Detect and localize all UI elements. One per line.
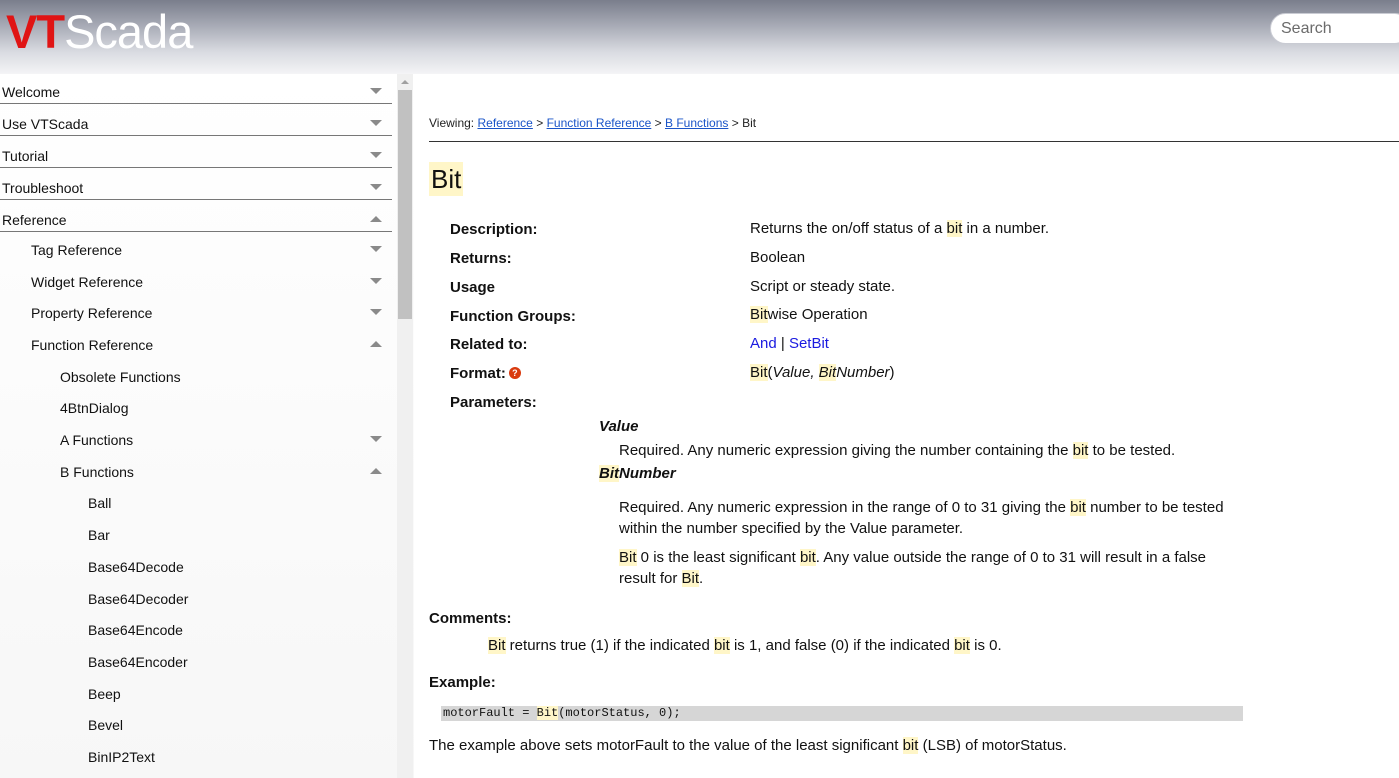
comments-heading: Comments: (429, 610, 512, 627)
comments-text: Bit returns true (1) if the indicated bit is 1, and false (0) if the indicated bit is 0. (488, 637, 1002, 654)
format-value: Bit(Value, BitNumber) (750, 364, 895, 381)
sidebar-item-label: Welcome (2, 84, 61, 100)
sidebar-item-use-vtscada[interactable] (0, 106, 392, 136)
expand-arrow-icon[interactable] (370, 308, 382, 316)
sidebar-item-label: Base64Encoder (88, 654, 188, 670)
sidebar-item-binip2text[interactable] (0, 739, 392, 769)
collapse-arrow-icon[interactable] (370, 467, 382, 475)
sidebar-item-base64decoder[interactable] (0, 581, 392, 611)
related-link-and[interactable]: And (750, 335, 777, 352)
breadcrumb-current: Bit (742, 116, 757, 130)
sidebar-item-label: BinIP2Text (88, 749, 155, 765)
expand-arrow-icon[interactable] (370, 183, 382, 191)
page-title: Bit (431, 164, 462, 194)
example-heading: Example: (429, 674, 496, 691)
breadcrumb-link-reference[interactable]: Reference (477, 116, 533, 130)
sidebar-item-label: Obsolete Functions (60, 369, 181, 385)
sidebar-item-base64encoder[interactable] (0, 644, 392, 674)
sidebar-item-4btndialog[interactable] (0, 390, 392, 420)
breadcrumb (429, 116, 756, 130)
related-link-setbit[interactable]: SetBit (788, 335, 829, 352)
header (0, 0, 1399, 74)
sidebar-item-label: Function Reference (31, 337, 154, 353)
related-label: Related to: (450, 336, 528, 353)
sidebar-item-label: Tutorial (2, 148, 49, 164)
sidebar-item-label: Ball (88, 495, 112, 511)
sidebar-item-base64encode[interactable] (0, 612, 392, 642)
sidebar-item-welcome[interactable] (0, 74, 392, 104)
param-bitnumber-name: BitNumber (599, 465, 676, 482)
sidebar-item-label: 4BtnDialog (60, 400, 129, 416)
sidebar-nav (0, 74, 414, 778)
breadcrumb-link-b-functions[interactable]: B Functions (665, 116, 729, 130)
expand-arrow-icon[interactable] (370, 87, 382, 95)
breadcrumb-separator: > (654, 116, 662, 130)
breadcrumb-prefix: Viewing: (429, 116, 475, 130)
usage-label: Usage (450, 279, 496, 296)
returns-label: Returns: (450, 250, 512, 267)
sidebar-item-label: B Functions (60, 464, 134, 480)
expand-arrow-icon[interactable] (370, 245, 382, 253)
parameters-label: Parameters: (450, 394, 537, 411)
usage-value: Script or steady state. (750, 278, 896, 295)
sidebar-item-label: Use VTScada (2, 116, 89, 132)
sidebar-item-label: Property Reference (31, 305, 153, 321)
scroll-up-arrow-icon[interactable] (397, 74, 413, 90)
description-label: Description: (450, 221, 538, 238)
expand-arrow-icon[interactable] (370, 151, 382, 159)
returns-value: Boolean (750, 249, 806, 266)
breadcrumb-separator: > (731, 116, 739, 130)
sidebar-item-beep[interactable] (0, 676, 392, 706)
example-explanation: The example above sets motorFault to the value of the least significant bit (LSB) of motorStatus. (429, 737, 1067, 754)
param-bitnumber-note: Bit 0 is the least significant bit. Any value outside the range of 0 to 31 will result in a false result for Bit. (619, 549, 1207, 587)
sidebar-item-label: Bevel (88, 717, 124, 733)
param-bitnumber-description: Required. Any numeric expression in the range of 0 to 31 giving the bit number to be tested within the number specified by the Value parameter. (619, 499, 1224, 537)
sidebar-item-widget-reference[interactable] (0, 264, 392, 294)
help-icon[interactable]: ? (509, 367, 521, 379)
sidebar-item-bevel[interactable] (0, 707, 392, 737)
sidebar-item-reference[interactable] (0, 202, 392, 232)
expand-arrow-icon[interactable] (370, 119, 382, 127)
sidebar-item-ball[interactable] (0, 485, 392, 515)
sidebar-item-property-reference[interactable] (0, 295, 392, 325)
expand-arrow-icon[interactable] (370, 277, 382, 285)
sidebar-item-tutorial[interactable] (0, 138, 392, 168)
sidebar-item-label: Beep (88, 686, 121, 702)
sidebar-item-label: Tag Reference (31, 242, 123, 258)
breadcrumb-divider (429, 141, 1399, 142)
expand-arrow-icon[interactable] (370, 435, 382, 443)
format-label: Format: ? (450, 365, 521, 382)
collapse-arrow-icon[interactable] (370, 215, 382, 223)
code-example: motorFault = Bit(motorStatus, 0); (441, 706, 1243, 721)
param-value-name: Value (599, 418, 639, 435)
related-value: And | SetBit (750, 335, 829, 352)
sidebar-item-a-functions[interactable] (0, 422, 392, 452)
sidebar-item-label: Widget Reference (31, 274, 144, 290)
sidebar-scrollbar[interactable] (397, 74, 413, 778)
breadcrumb-separator: > (536, 116, 544, 130)
description-value: Returns the on/off status of a bit in a number. (750, 220, 1050, 237)
sidebar-item-bar[interactable] (0, 517, 392, 547)
sidebar-item-label: A Functions (60, 432, 134, 448)
sidebar-item-obsolete-functions[interactable] (0, 359, 392, 389)
sidebar-item-b-functions[interactable] (0, 454, 392, 484)
function-groups-value: Bitwise Operation (750, 306, 868, 323)
vtscada-logo[interactable] (6, 4, 192, 60)
sidebar-item-label: Base64Decoder (88, 591, 189, 607)
sidebar-item-label: Reference (2, 212, 67, 228)
sidebar-item-troubleshoot[interactable] (0, 170, 392, 200)
param-value-description: Required. Any numeric expression giving the number containing the bit to be tested. (619, 442, 1176, 459)
logo-vt: VT (6, 5, 65, 58)
sidebar-item-label: Troubleshoot (2, 180, 84, 196)
function-groups-label: Function Groups: (450, 308, 576, 325)
scroll-thumb[interactable] (398, 90, 412, 319)
sidebar-item-function-reference[interactable] (0, 327, 392, 357)
sidebar-item-label: Base64Decode (88, 559, 184, 575)
sidebar-item-label: Bar (88, 527, 110, 543)
sidebar-item-tag-reference[interactable] (0, 232, 392, 262)
sidebar-item-label: Base64Encode (88, 622, 183, 638)
main-content (414, 74, 1399, 778)
collapse-arrow-icon[interactable] (370, 340, 382, 348)
logo-scada: Scada (64, 5, 193, 58)
breadcrumb-link-function-reference[interactable]: Function Reference (546, 116, 652, 130)
sidebar-item-base64decode[interactable] (0, 549, 392, 579)
search-input[interactable] (1270, 13, 1399, 44)
